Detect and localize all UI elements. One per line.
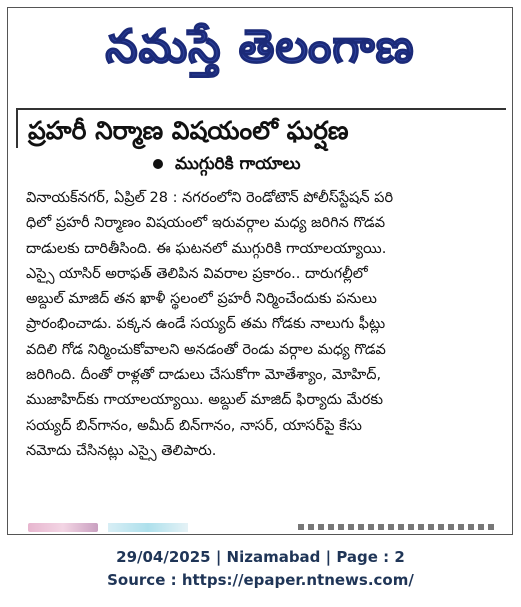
- body-line: జరిగింది. దీంతో రాళ్లతో దాడులు చేసుకోగా మోతేశ్యాం, మోహిద్,: [26, 367, 382, 384]
- article-subhead: [153, 154, 300, 178]
- footer-date-edition: 29/04/2025 | Nizamabad | Page : 2: [116, 548, 405, 566]
- newspaper-masthead: [8, 8, 512, 96]
- body-line: సయ్యద్ బిన్‌గానం, అమీద్ బిన్‌గానం, నాసర్, యాసర్‌పై కేసు: [26, 417, 362, 434]
- cropped-text-fragment: [298, 524, 498, 530]
- headline-box: [16, 108, 506, 148]
- cropped-image-fragment: [28, 523, 98, 532]
- article-headline: ప్రహరీ నిర్మాణ విషయంలో ఘర్షణ: [28, 116, 349, 145]
- body-line: ప్రారంభించాడు. పక్కన ఉండే సయ్యద్ తమ గోడకు నాలుగు ఫీట్లు: [26, 316, 386, 333]
- masthead-title: నమస్తే తెలంగాణ: [105, 19, 415, 73]
- footer-source: Source : https://epaper.ntnews.com/: [107, 571, 414, 589]
- cropped-image-fragment: [108, 523, 188, 532]
- body-line: వదిలి గోడ నిర్మించుకోవాలని అనడంతో రెండు వర్గాల మధ్య గొడవ: [26, 341, 386, 358]
- clipping-frame: [7, 7, 513, 535]
- body-line: దాడులకు దారితీసింది. ఈ ఘటనలో ముగ్గురికి గాయాలయ్యాయి.: [26, 240, 387, 257]
- article-body: [26, 186, 504, 464]
- body-line: అబ్దుల్ మాజిద్ తన ఖాళీ స్థలంలో ప్రహరీ నిర్మించేందుకు పనులు: [26, 291, 377, 308]
- body-line: వినాయక్‌నగర్, ఏప్రిల్ 28 : నగరంలోని రెండోటౌన్ పోలీస్‌స్టేషన్ పరి: [26, 190, 394, 206]
- body-line: ముజాహిద్‌కు గాయాలయ్యాయి. అబ్దుల్ మాజిద్ ఫిర్యాదు మేరకు: [26, 392, 383, 409]
- body-line: ధిలో ప్రహరీ నిర్మాణం విషయంలో ఇరువర్గాల మధ్య జరిగిన గొడవ: [26, 215, 386, 232]
- body-line: నమోదు చేసినట్లు ఎస్సై తెలిపారు.: [26, 442, 217, 459]
- cropped-next-article-strip: [28, 520, 498, 534]
- subhead-text: ముగ్గురికి గాయాలు: [175, 154, 301, 174]
- body-line: ఎస్సై యాసిర్ అరాఫత్ తెలిపిన వివరాల ప్రకారం.. దారుగల్లీలో: [26, 265, 368, 282]
- bullet-icon: [153, 159, 163, 169]
